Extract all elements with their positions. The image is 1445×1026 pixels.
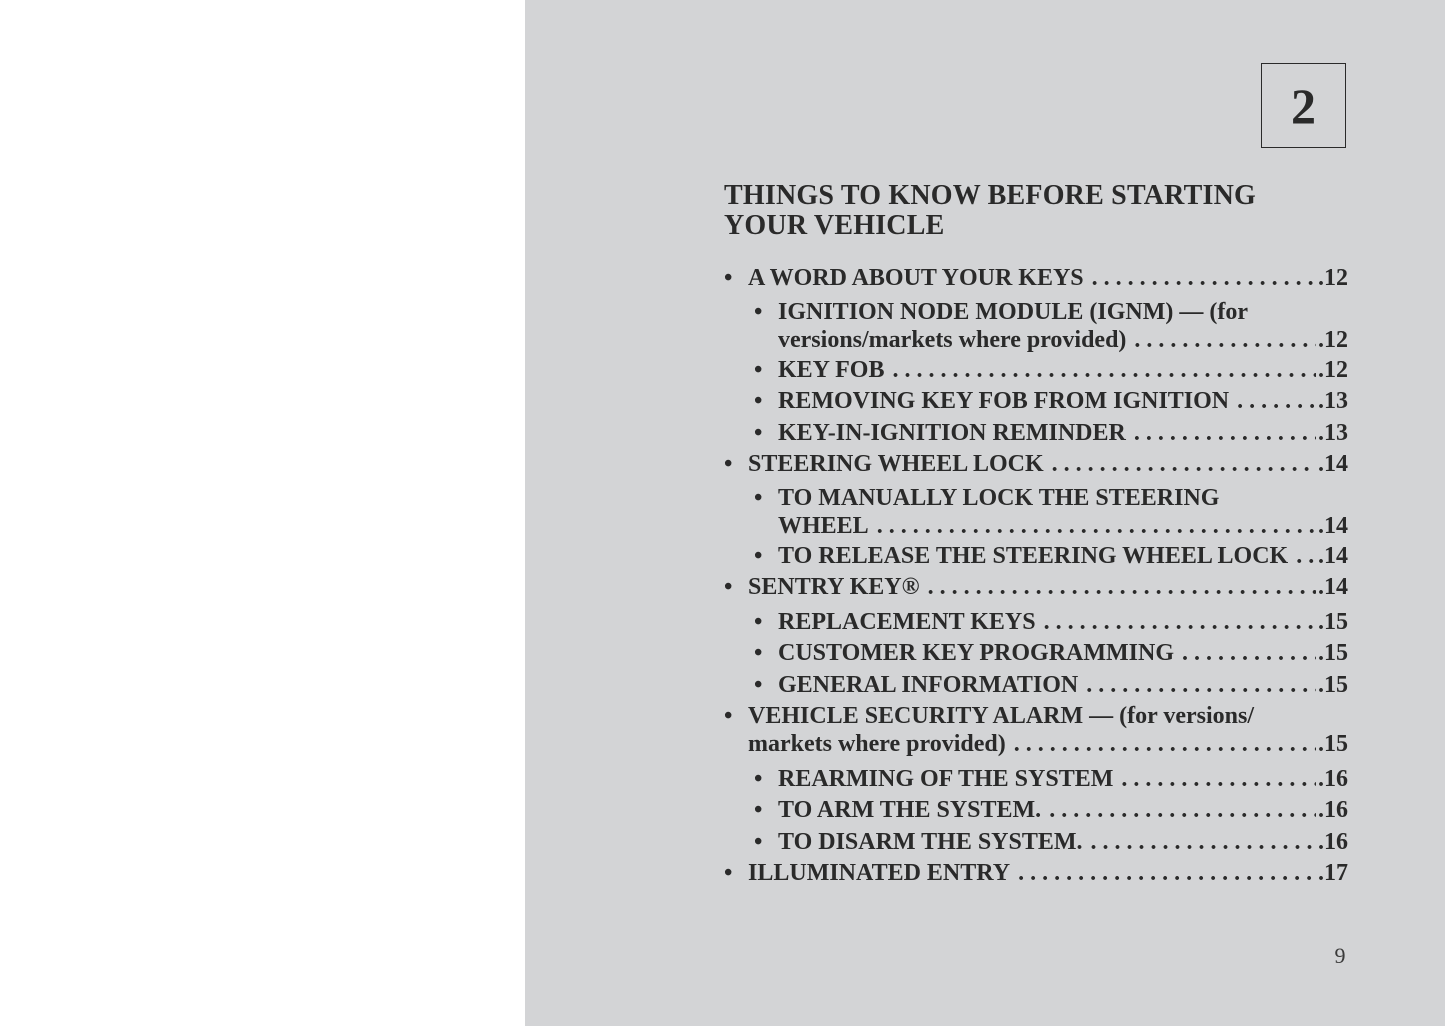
toc-entry-removing-key-fob[interactable] [754, 387, 1348, 415]
toc-entry-page: .14 [1318, 574, 1348, 600]
bullet-icon: • [754, 299, 763, 325]
toc-entry-replacement-keys[interactable] [754, 608, 1348, 636]
bullet-icon: • [754, 797, 763, 823]
toc-entry-ignition-node-module[interactable] [754, 298, 1348, 354]
bullet-icon: • [754, 672, 763, 698]
toc-entry-label: CUSTOMER KEY PROGRAMMING [778, 640, 1174, 666]
toc-entry-label-cont: markets where provided) [748, 731, 1006, 757]
toc-entry-steering-wheel-lock[interactable] [724, 450, 1348, 478]
toc-entry-label: REMOVING KEY FOB FROM IGNITION [778, 388, 1230, 414]
toc-entry-page: .13 [1318, 388, 1348, 414]
toc-entry-page: .12 [1318, 327, 1348, 353]
toc-entry-page: .14 [1318, 451, 1348, 477]
toc-entry-sentry-key[interactable] [724, 573, 1348, 601]
bullet-icon: • [724, 451, 733, 477]
toc-entry-label: VEHICLE SECURITY ALARM — (for versions/ [748, 703, 1255, 729]
toc-entry-key-fob[interactable] [754, 356, 1348, 384]
page-number: 9 [1334, 943, 1346, 968]
bullet-icon: • [724, 703, 733, 729]
bullet-icon: • [754, 766, 763, 792]
bullet-icon: • [754, 420, 763, 446]
bullet-icon: • [754, 543, 763, 569]
toc-entry-page: .16 [1318, 829, 1348, 855]
toc-entry-label: SENTRY KEY® [748, 574, 920, 600]
toc-entry-word-about-keys[interactable] [724, 264, 1348, 292]
toc-entry-page: .15 [1318, 609, 1348, 635]
toc-entry-label-cont: WHEEL [778, 513, 869, 539]
toc-entry-customer-key-programming[interactable] [754, 639, 1348, 667]
toc-entry-page: .13 [1318, 420, 1348, 446]
toc-entry-release-steering-lock[interactable] [754, 542, 1348, 570]
toc-entry-illuminated-entry[interactable] [724, 859, 1348, 887]
section-title [724, 181, 1324, 241]
toc-entry-label: REARMING OF THE SYSTEM [778, 766, 1114, 792]
bullet-icon: • [754, 485, 763, 511]
chapter-number-box [1261, 63, 1346, 148]
toc-entry-label: A WORD ABOUT YOUR KEYS [748, 265, 1084, 291]
toc-entry-rearming-system[interactable] [754, 765, 1348, 793]
bullet-icon: • [754, 609, 763, 635]
toc-entry-label: TO DISARM THE SYSTEM. [778, 829, 1083, 855]
bullet-icon: • [754, 640, 763, 666]
toc-entry-general-information[interactable] [754, 671, 1348, 699]
toc-entry-label: TO ARM THE SYSTEM. [778, 797, 1042, 823]
toc-entry-label: GENERAL INFORMATION [778, 672, 1079, 698]
section-title-line-2: YOUR VEHICLE [724, 210, 945, 241]
chapter-number: 2 [1291, 77, 1316, 134]
toc-entry-vehicle-security-alarm[interactable] [724, 702, 1348, 758]
toc-entry-page: .15 [1318, 640, 1348, 666]
toc-entry-arm-system[interactable] [754, 796, 1348, 824]
toc-entry-disarm-system[interactable] [754, 828, 1348, 856]
toc-entry-page: .15 [1318, 672, 1348, 698]
bullet-icon: • [724, 860, 733, 886]
section-title-line-1: THINGS TO KNOW BEFORE STARTING [724, 180, 1256, 211]
bullet-icon: • [754, 388, 763, 414]
toc-entry-label: KEY FOB [778, 357, 885, 383]
toc-entry-label-cont: versions/markets where provided) [778, 327, 1127, 353]
toc-entry-page: .14 [1318, 543, 1348, 569]
toc-entry-page: .17 [1318, 860, 1348, 886]
toc-entry-label: KEY-IN-IGNITION REMINDER [778, 420, 1126, 446]
toc-entry-page: .15 [1318, 731, 1348, 757]
toc-entry-label: TO RELEASE THE STEERING WHEEL LOCK [778, 543, 1289, 569]
bullet-icon: • [754, 357, 763, 383]
toc-entry-page: .14 [1318, 513, 1348, 539]
bullet-icon: • [724, 265, 733, 291]
toc-entry-manually-lock-steering[interactable] [754, 484, 1348, 540]
toc-entry-page: .16 [1318, 797, 1348, 823]
toc-entry-page: .12 [1318, 265, 1348, 291]
toc-entry-page: .12 [1318, 357, 1348, 383]
toc-entry-label: STEERING WHEEL LOCK [748, 451, 1044, 477]
bullet-icon: • [754, 829, 763, 855]
toc-entry-page: .16 [1318, 766, 1348, 792]
toc-entry-label: REPLACEMENT KEYS [778, 609, 1036, 635]
toc-entry-key-in-ignition-reminder[interactable] [754, 419, 1348, 447]
toc-entry-label: ILLUMINATED ENTRY [748, 860, 1011, 886]
bullet-icon: • [724, 574, 733, 600]
toc-entry-label: TO MANUALLY LOCK THE STEERING [778, 485, 1220, 511]
blank-left-page [0, 0, 525, 1026]
toc-entry-label: IGNITION NODE MODULE (IGNM) — (for [778, 299, 1248, 325]
